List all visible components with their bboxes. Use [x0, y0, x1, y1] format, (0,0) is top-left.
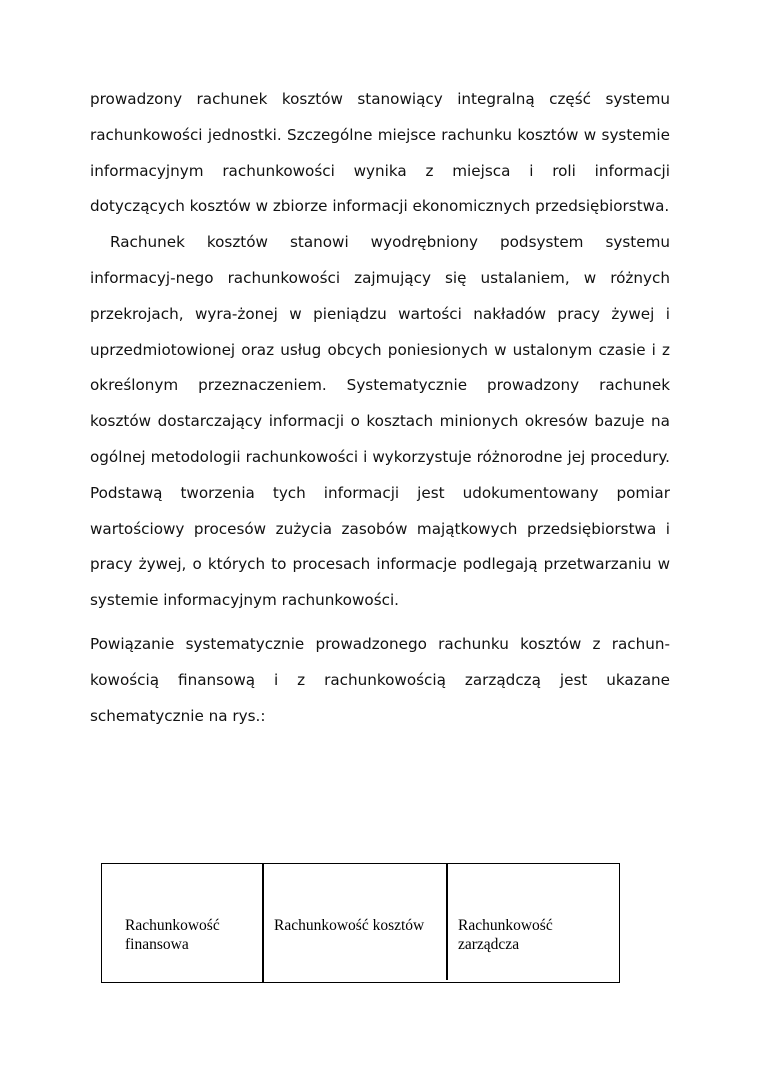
- diagram-divider: [446, 863, 448, 980]
- box-financial-accounting: Rachunkowość finansowa: [125, 917, 220, 953]
- body-text: [90, 82, 670, 734]
- paragraph-2: Rachunek kosztów stanowi wyodrębniony podsystem systemu informacyj-nego rachunkowości zajmujący się ustalaniem, w różnych przekrojach, wyra-żonej w pieniądzu wartości nakładów pracy żywej i uprzedmiotowionej oraz usług obcych poniesionych w ustalonym czasie i z określonym przeznaczeniem. Systematycznie prowadzony rachunek kosztów dostarczający informacji o kosztach minionych okresów bazuje na ogólnej metodologii rachunkowości i wykorzystuje różnorodne jej procedury. Podstawą tworzenia tych informacji jest udokumentowany pomiar wartościowy procesów zużycia zasobów majątkowych przedsiębiorstwa i pracy żywej, o których to procesach informacje podlegają przetwarzaniu w systemie informacyjnym rachunkowości.: [90, 233, 670, 610]
- paragraph-3: Powiązanie systematycznie prowadzonego rachunku kosztów z rachun-kowością finansową i z rachunkowością zarządczą jest ukazane schematycznie na rys.:: [90, 634, 670, 725]
- paragraph-1: prowadzony rachunek kosztów stanowiący integralną część systemu rachunkowości jednostki. Szczególne miejsce rachunku kosztów w systemie informacyjnym rachunkowości wynika z miejsca i roli informacji dotyczących kosztów w zbiorze informacji ekonomicznych przedsiębiorstwa.: [90, 90, 670, 216]
- box-management-accounting: Rachunkowość zarządcza: [458, 917, 553, 953]
- accounting-diagram: [101, 863, 620, 983]
- diagram-divider: [262, 863, 264, 983]
- box-cost-accounting: Rachunkowość kosztów: [274, 917, 425, 934]
